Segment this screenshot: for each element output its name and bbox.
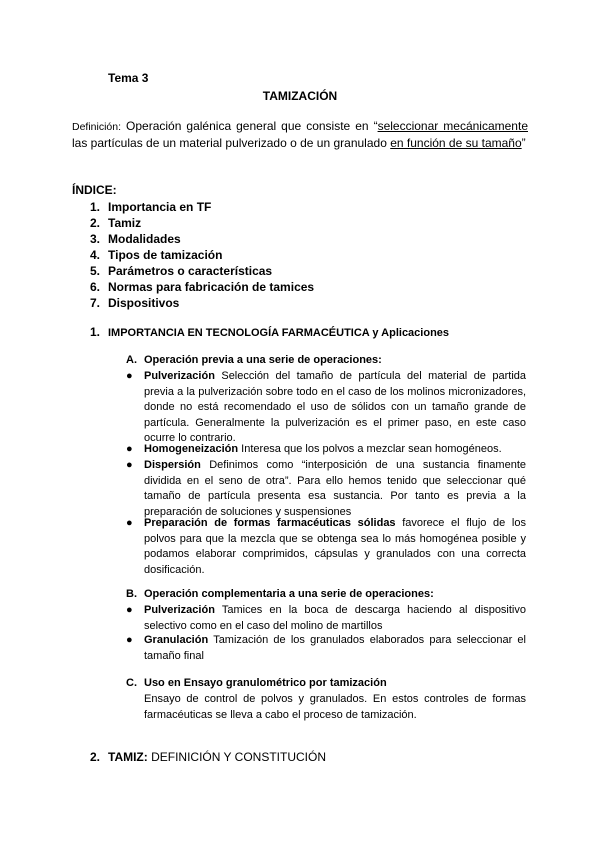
index-item-label: Normas para fabricación de tamices	[108, 280, 315, 294]
index-item-number: 7.	[90, 296, 101, 310]
index-item	[90, 247, 314, 263]
subsection-title: Operación previa a una serie de operaciones:	[144, 354, 382, 366]
index-item	[90, 199, 314, 215]
page-title: TAMIZACIÓN	[262, 89, 338, 103]
bullet-icon: ●	[126, 370, 133, 382]
list-item	[126, 603, 526, 634]
list-item	[126, 516, 526, 578]
bullet-term: Preparación de formas farmacéuticas sólidas	[144, 517, 396, 529]
list-item	[126, 633, 526, 664]
index-item-number: 3.	[90, 232, 101, 246]
definition-text-before: Operación galénica general que consiste en “	[121, 119, 378, 133]
bullet-term: Homogeneización	[144, 443, 239, 455]
list-item	[126, 458, 526, 520]
index-item-number: 6.	[90, 280, 101, 294]
subsection-letter: A.	[126, 354, 137, 366]
index-item-number: 5.	[90, 264, 101, 278]
index-item-number: 2.	[90, 216, 101, 230]
topic-number: Tema 3	[108, 71, 149, 85]
definition-paragraph	[72, 118, 528, 151]
bullet-icon: ●	[126, 517, 133, 529]
list-item	[126, 442, 526, 458]
bullet-text: favorece el flujo de los polvos para que la mezcla que se obtenga sea lo más homogénea posible y podamos elaborar comprimidos, cápsulas y granulados con una correcta dosificación.	[144, 517, 526, 576]
index-item-label: Parámetros o características	[108, 264, 273, 278]
subsection-c-text: Ensayo de control de polvos y granulados. En estos controles de formas farmacéuticas se lleva a cabo el proceso de tamización.	[144, 693, 526, 721]
index-item	[90, 263, 314, 279]
section-title-bold: TAMIZ:	[108, 750, 148, 764]
definition-text-after: ”	[521, 136, 526, 150]
subsection-letter: B.	[126, 588, 137, 600]
bullet-text: Interesa que los polvos a mezclar sean homogéneos.	[238, 443, 502, 455]
definition-label: Definición:	[72, 121, 122, 133]
section-2-heading	[90, 750, 326, 764]
index-item-number: 1.	[90, 200, 101, 214]
subsection-title: Operación complementaria a una serie de operaciones:	[144, 588, 434, 600]
bullet-icon: ●	[126, 634, 133, 646]
bullet-term: Pulverización	[144, 370, 215, 382]
bullet-term: Dispersión	[144, 459, 201, 471]
definition-text-middle: las partículas de un material pulverizado o de un granulado	[72, 136, 391, 150]
bullet-term: Pulverización	[144, 604, 215, 616]
index-item-label: Tipos de tamización	[108, 248, 223, 262]
bullet-text: Definimos como “interposición de una sustancia finamente dividida en el seno de otra”. Para ello hemos tenido que seleccionar qué tamaño de partícula presenta esa sustancia. Por tanto es previa a la preparación de soluciones y suspensiones	[144, 459, 526, 518]
bullet-text: Selección del tamaño de partícula del material de partida previa a la pulverización sobre todo en el caso de los molinos micronizadores, donde no está recomendado el uso de sólidos con un tamaño grande de partícula. Generalmente la pulverización es el primer paso, en este caso ocurre lo contrario.	[144, 370, 526, 444]
section-title-rest: DEFINICIÓN Y CONSTITUCIÓN	[147, 750, 327, 764]
section-title: IMPORTANCIA EN TECNOLOGÍA FARMACÉUTICA y Aplicaciones	[108, 327, 450, 339]
subsection-b-heading	[126, 588, 434, 600]
index-item-label: Tamiz	[108, 216, 142, 230]
definition-underlined-2: en función de su tamaño	[390, 136, 522, 150]
section-number: 2.	[90, 750, 101, 764]
bullet-icon: ●	[126, 443, 133, 455]
bullet-text: Tamización de los granulados elaborados para seleccionar el tamaño final	[144, 634, 526, 662]
index-item-label: Dispositivos	[108, 296, 180, 310]
index-item-label: Modalidades	[108, 232, 181, 246]
index-item	[90, 279, 314, 295]
section-number: 1.	[90, 325, 101, 339]
subsection-letter: C.	[126, 677, 137, 689]
index-item-number: 4.	[90, 248, 101, 262]
subsection-a-heading	[126, 354, 382, 366]
bullet-icon: ●	[126, 604, 133, 616]
index-item	[90, 215, 314, 231]
index-item-label: Importancia en TF	[108, 200, 212, 214]
index-item	[90, 295, 314, 311]
subsection-c-heading	[126, 677, 387, 689]
list-item	[126, 369, 526, 447]
section-1-heading	[90, 325, 449, 339]
bullet-text: Tamices en la boca de descarga haciendo al dispositivo selectivo como en el caso del molino de martillos	[144, 604, 526, 632]
definition-underlined-1: seleccionar mecánicamente	[377, 119, 528, 133]
subsection-title: Uso en Ensayo granulométrico por tamización	[144, 677, 387, 689]
index-heading: ÍNDICE:	[72, 183, 117, 197]
bullet-term: Granulación	[144, 634, 209, 646]
bullet-icon: ●	[126, 459, 133, 471]
index-item	[90, 231, 314, 247]
index-list	[90, 199, 314, 311]
